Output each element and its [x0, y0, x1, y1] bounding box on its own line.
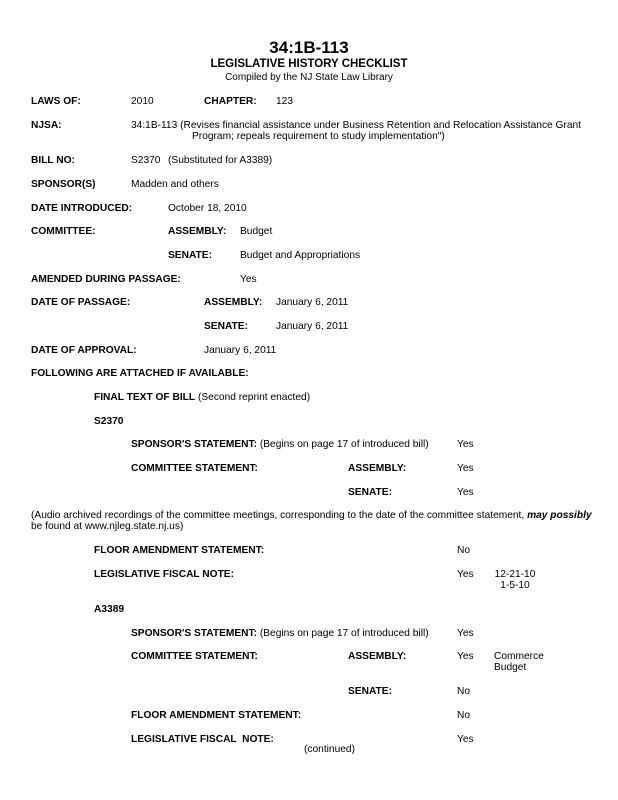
- date-introduced-value: October 18, 2010: [168, 203, 247, 214]
- fiscal-note-date-2: 1-5-10: [500, 580, 530, 591]
- a3389-assembly-committee-1: Commerce: [494, 651, 544, 662]
- final-text-row: [94, 392, 310, 404]
- a3389-assembly-committee-2: Budget: [494, 662, 527, 673]
- audio-note-line-2: be found at www.njleg.state.nj.us): [31, 521, 184, 532]
- s2370-sponsor-statement-label: SPONSOR'S STATEMENT:: [131, 439, 257, 450]
- approval-label: DATE OF APPROVAL:: [31, 345, 137, 356]
- s2370-assembly-value: Yes: [457, 463, 474, 474]
- bill-no-note: (Substituted for A3389): [168, 155, 273, 166]
- bill-no-value: S2370: [131, 155, 161, 166]
- njsa-line-2: Program; repeals requirement to study implementation"): [192, 131, 445, 142]
- amended-label: AMENDED DURING PASSAGE:: [31, 274, 181, 285]
- attached-heading: FOLLOWING ARE ATTACHED IF AVAILABLE:: [31, 368, 249, 379]
- fiscal-note-label: LEGISLATIVE FISCAL NOTE:: [94, 569, 234, 580]
- laws-of-value: 2010: [131, 96, 154, 107]
- committee-assembly-label: ASSEMBLY:: [168, 226, 227, 237]
- passage-assembly-label: ASSEMBLY:: [204, 297, 263, 308]
- a3389-senate-label: SENATE:: [348, 686, 392, 697]
- a3389-floor-amendment-label: FLOOR AMENDMENT STATEMENT:: [131, 710, 302, 721]
- committee-label: COMMITTEE:: [31, 226, 96, 237]
- a3389-sponsor-statement-row: [131, 628, 429, 640]
- sponsors-value: Madden and others: [131, 179, 219, 190]
- compiled-by: Compiled by the NJ State Law Library: [225, 72, 393, 83]
- s2370-sponsor-statement-row: [131, 439, 429, 451]
- audio-note-emphasis: may possibly: [527, 510, 592, 521]
- floor-amendment-label: FLOOR AMENDMENT STATEMENT:: [94, 545, 265, 556]
- final-text-label: FINAL TEXT OF BILL: [94, 392, 196, 403]
- a3389-sponsor-statement-value: Yes: [457, 628, 474, 639]
- continued-note: (continued): [304, 744, 355, 755]
- s2370-senate-value: Yes: [457, 487, 474, 498]
- document-subtitle: LEGISLATIVE HISTORY CHECKLIST: [210, 58, 408, 70]
- chapter-label: CHAPTER:: [204, 96, 257, 107]
- laws-of-label: LAWS OF:: [31, 96, 81, 107]
- a3389-fiscal-note-label: LEGISLATIVE FISCAL NOTE:: [131, 734, 274, 745]
- njsa-label: NJSA:: [31, 120, 62, 131]
- passage-senate-label: SENATE:: [204, 321, 248, 332]
- s2370-heading: S2370: [94, 416, 124, 427]
- a3389-heading: A3389: [94, 604, 125, 615]
- floor-amendment-value: No: [457, 545, 471, 556]
- bill-no-label: BILL NO:: [31, 155, 75, 166]
- date-introduced-label: DATE INTRODUCED:: [31, 203, 133, 214]
- a3389-committee-statement-label: COMMITTEE STATEMENT:: [131, 651, 258, 662]
- s2370-assembly-label: ASSEMBLY:: [348, 463, 407, 474]
- a3389-assembly-value: Yes: [457, 651, 474, 662]
- s2370-committee-statement-label: COMMITTEE STATEMENT:: [131, 463, 258, 474]
- a3389-floor-amendment-value: No: [457, 710, 471, 721]
- committee-assembly-value: Budget: [240, 226, 273, 237]
- sponsors-label: SPONSOR(S): [31, 179, 96, 190]
- committee-senate-value: Budget and Appropriations: [240, 250, 361, 261]
- fiscal-note-value: Yes: [457, 569, 474, 580]
- chapter-value: 123: [276, 96, 293, 107]
- a3389-senate-value: No: [457, 686, 471, 697]
- njsa-line-1: 34:1B-113 (Revises financial assistance under Business Retention and Relocation Assistance Grant: [131, 120, 582, 131]
- final-text-note: (Second reprint enacted): [197, 392, 311, 403]
- passage-label: DATE OF PASSAGE:: [31, 297, 131, 308]
- fiscal-note-date-1: 12-21-10: [494, 569, 536, 580]
- passage-senate-value: January 6, 2011: [276, 321, 349, 332]
- a3389-assembly-label: ASSEMBLY:: [348, 651, 407, 662]
- committee-senate-label: SENATE:: [168, 250, 212, 261]
- document-title: 34:1B-113: [269, 38, 349, 57]
- a3389-sponsor-statement-note: (Begins on page 17 of introduced bill): [259, 628, 429, 639]
- a3389-fiscal-note-value: Yes: [457, 734, 474, 745]
- amended-value: Yes: [240, 274, 257, 285]
- passage-assembly-value: January 6, 2011: [276, 297, 349, 308]
- s2370-sponsor-statement-value: Yes: [457, 439, 474, 450]
- approval-value: January 6, 2011: [204, 345, 277, 356]
- s2370-senate-label: SENATE:: [348, 487, 392, 498]
- audio-note-text: (Audio archived recordings of the committee meetings, corresponding to the date of the committee statement,: [31, 510, 528, 521]
- s2370-sponsor-statement-note: (Begins on page 17 of introduced bill): [259, 439, 429, 450]
- a3389-sponsor-statement-label: SPONSOR'S STATEMENT:: [131, 628, 257, 639]
